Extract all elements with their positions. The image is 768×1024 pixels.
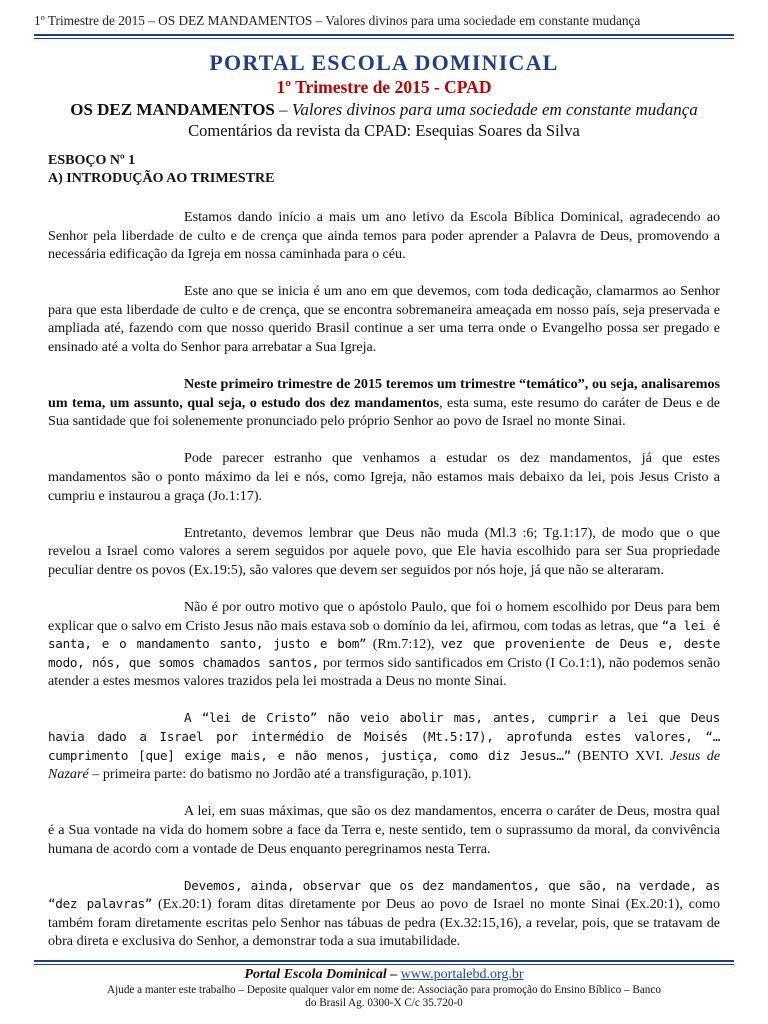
footer-dash: – [386, 967, 401, 982]
page-footer [34, 966, 734, 1010]
commentary-line: Comentários da revista da CPAD: Esequias Soares da Silva [188, 121, 580, 140]
theme-title: OS DEZ MANDAMENTOS [70, 100, 275, 119]
portal-title: PORTAL ESCOLA DOMINICAL [209, 50, 559, 75]
running-header: 1º Trimestre de 2015 – OS DEZ MANDAMENTOS – Valores divinos para uma sociedade em constante mudança [34, 13, 641, 28]
header-rule-thick [34, 34, 734, 36]
paragraph-6-text-d: por termos sido santificados em Cristo (I Co.1:1), não podemos senão atender a estes mesmos valores trazidos pela lei mostrada a Deus no monte Sinai. [48, 654, 720, 690]
footer-website-link[interactable]: www.portalebd.org.br [400, 967, 524, 982]
theme-dash: – [274, 100, 292, 119]
footer-donation-note-line-2: do Brasil Ag. 0300-X C/c 35.720-0 [305, 997, 463, 1009]
paragraph-6-text-c: vez que proveniente de Deus e, deste modo, nós, que somos chamados santos, [48, 636, 721, 670]
footer-donation-note-line-1: Ajude a manter este trabalho – Deposite qualquer valor em nome de: Associação para promoção do Ensino Bíblico – Banco [107, 984, 661, 996]
paragraph-1: Estamos dando início a mais um ano letivo da Escola Bíblica Dominical, agradecendo ao Senhor pela liberdade de culto e de crença que ainda temos para poder aprender a Palavra de Deus, promovendo a necessária edificação da Igreja em nossa caminhada para o céu. [48, 209, 720, 263]
paragraph-6-quote: “a lei é santa, e o mandamento santo, justo e bom” [48, 617, 720, 652]
paragraph-9 [48, 877, 720, 951]
paragraph-6-text-b: (Rm.7:12), [366, 636, 441, 653]
title-block [30, 50, 738, 141]
paragraph-7-text-c: – primeira parte: do batismo no Jordão até a transfiguração, p.101). [88, 766, 472, 783]
header-rule-thin [34, 38, 734, 39]
paragraph-7 [48, 709, 720, 783]
footer-brand: Portal Escola Dominical [244, 967, 387, 982]
trimester-subtitle: 1º Trimestre de 2015 - CPAD [276, 77, 492, 97]
footer-main-line [34, 966, 734, 984]
paragraph-8: A lei, em suas máximas, que são os dez mandamentos, encerra o caráter de Deus, mostra qual é a Sua vontade na vida do homem sobre a face da Terra e, neste sentido, tem o suprassumo da moral, da convivência humana de acordo com a vontade de Deus enquanto peregrinamos nesta Terra. [48, 803, 720, 857]
paragraph-3-emphasis: Neste primeiro trimestre de 2015 teremos um trimestre “temático”, ou seja, analisaremos um tema, um assunto, qual seja, o estudo dos dez mandamentos [48, 376, 720, 411]
paragraph-3-text: , esta suma, este resumo do caráter de Deus e de Sua santidade que foi solenemente pronunciado pelo próprio Senhor ao povo de Israel no monte Sinai. [48, 394, 720, 430]
paragraph-2: Este ano que se inicia é um ano em que devemos, com toda dedicação, clamarmos ao Senhor para que esta liberdade de culto e de crença, que se encontra sobremaneira ameaçada em nosso país, seja preservada e ampliada até, fazendo com que nosso querido Brasil continue a ser uma terra onde o Evangelho possa ser pregado e ensinado até a volta do Senhor para arrebatar a Sua Igreja. [48, 283, 720, 356]
paragraph-5: Entretanto, devemos lembrar que Deus não muda (Ml.3 :6; Tg.1:17), de modo que o que revelou a Israel como valores a serem seguidos por aquele povo, que Ele havia escolhido para ser Sua propriedade peculiar dentre os povos (Ex.19:5), são valores que devem ser seguidos por nós hoje, já que não se alteraram. [48, 524, 720, 578]
outline-number: ESBOÇO Nº 1 [48, 153, 136, 168]
paragraph-7-text-b: (BENTO XVI. [570, 747, 670, 764]
footer-rule-thick [34, 960, 734, 962]
paragraph-7-quote: A “lei de Cristo” não veio abolir mas, antes, cumprir a lei que Deus havia dado a Israel por intermédio de Moisés (Mt.5:17), aprofunda estes valores, “…cumprimento [que] exige mais, e não menos, justiça, como diz Jesus…” [48, 710, 720, 763]
section-heading: A) INTRODUÇÃO AO TRIMESTRE [48, 171, 275, 186]
paragraph-9-text-a: Devemos, ainda, observar que os dez mandamentos, que são, na verdade, as “dez palavras” [48, 877, 720, 912]
footer-rule-thin [34, 964, 734, 965]
paragraph-3 [48, 375, 720, 431]
paragraph-9-text-b: (Ex.20:1) foram ditas diretamente por Deus ao povo de Israel no monte Sinai (Ex.20:1), como também foram diretamente escritas pelo Senhor nas tábuas de pedra (Ex.32:15,16), a revelar, pois, que se tratavam de obra direta e exclusiva do Senhor, a demonstrar toda a sua imutabilidade. [48, 896, 721, 950]
theme-line [30, 99, 738, 121]
paragraph-6 [48, 598, 720, 691]
theme-subtitle: Valores divinos para uma sociedade em constante mudança [291, 100, 698, 119]
document-body [48, 152, 720, 970]
paragraph-6-text-a: Não é por outro motivo que o apóstolo Paulo, que foi o homem escolhido por Deus para bem explicar que o salvo em Cristo Jesus não mais estava sob o domínio da lei, afirmou, com todas as letras, que [48, 599, 720, 634]
paragraph-7-book-title: Jesus de Nazaré [48, 747, 720, 783]
paragraph-4: Pode parecer estranho que venhamos a estudar os dez mandamentos, já que estes mandamentos são o ponto máximo da lei e nós, como Igreja, não estamos mais debaixo da lei, pois Jesus Cristo a cumpriu e instaurou a graça (Jo.1:17). [48, 450, 720, 504]
